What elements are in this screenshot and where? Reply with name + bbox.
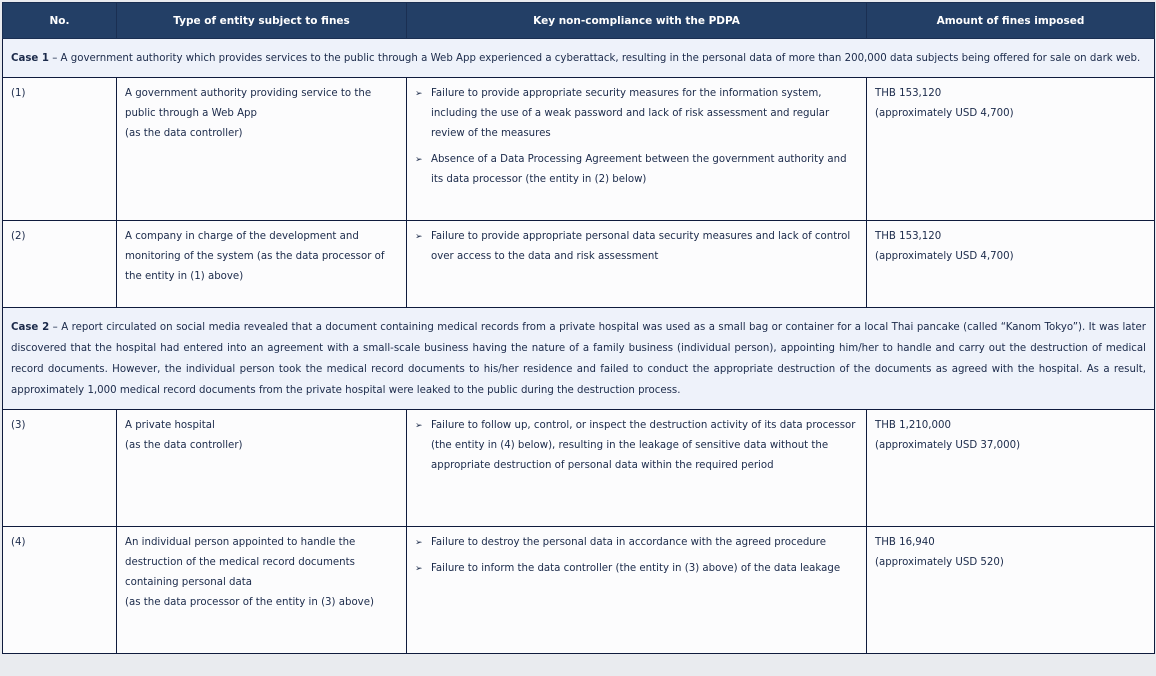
header-key-noncompliance: Key non-compliance with the PDPA bbox=[407, 3, 867, 39]
entity-cell bbox=[117, 78, 407, 221]
table-row bbox=[3, 78, 1155, 221]
noncompliance-cell bbox=[407, 221, 867, 308]
header-entity-type: Type of entity subject to fines bbox=[117, 3, 407, 39]
case-title: Case 1 bbox=[11, 53, 49, 64]
entity-text: A company in charge of the development and monitoring of the system (as the data processor of the entity in (1) above) bbox=[125, 231, 385, 282]
noncompliance-item: ➢ Failure to provide appropriate security measures for the information system, including the use of a weak password and lack of risk assessment and regular review of the measures bbox=[415, 84, 858, 144]
case-2-description bbox=[3, 308, 1155, 410]
entity-text: An individual person appointed to handle the destruction of the medical record documents containing personal data bbox=[125, 537, 356, 588]
fines-table-container bbox=[2, 2, 1154, 654]
fine-usd: (approximately USD 520) bbox=[875, 557, 1004, 568]
fine-thb: THB 153,120 bbox=[875, 231, 942, 242]
entity-role: (as the data processor of the entity in (3) above) bbox=[125, 597, 374, 608]
fine-thb: THB 16,940 bbox=[875, 537, 935, 548]
header-no: No. bbox=[3, 3, 117, 39]
case-text: – A government authority which provides services to the public through a Web App experienced a cyberattack, resulting in the personal data of more than 200,000 data subjects being offered for sale on dark web. bbox=[48, 53, 1141, 64]
fine-usd: (approximately USD 4,700) bbox=[875, 108, 1014, 119]
table-header-row bbox=[3, 3, 1155, 39]
noncompliance-item: ➢ Failure to inform the data controller (the entity in (3) above) of the data leakage bbox=[415, 559, 858, 579]
entity-cell bbox=[117, 527, 407, 654]
noncompliance-item: ➢ Failure to follow up, control, or inspect the destruction activity of its data processor (the entity in (4) below), resulting in the leakage of sensitive data without the appropriate destruction of personal data within the required period bbox=[415, 416, 858, 476]
row-number: (3) bbox=[3, 410, 117, 527]
header-fine-amount: Amount of fines imposed bbox=[867, 3, 1155, 39]
fine-thb: THB 153,120 bbox=[875, 88, 942, 99]
noncompliance-list bbox=[415, 533, 858, 579]
entity-text: A private hospital bbox=[125, 420, 215, 431]
pdpa-fines-table bbox=[2, 2, 1155, 654]
noncompliance-item: ➢ Failure to destroy the personal data in accordance with the agreed procedure bbox=[415, 533, 858, 553]
table-row bbox=[3, 410, 1155, 527]
fine-cell bbox=[867, 527, 1155, 654]
noncompliance-list bbox=[415, 84, 858, 190]
entity-cell bbox=[117, 410, 407, 527]
row-number: (1) bbox=[3, 78, 117, 221]
table-row bbox=[3, 221, 1155, 308]
noncompliance-cell bbox=[407, 527, 867, 654]
case-text: – A report circulated on social media revealed that a document containing medical records from a private hospital was used as a small bag or container for a local Thai pancake (called “Kanom Tokyo”). It was later discovered that the hospital had entered into an agreement with a small-scale business having the nature of a family business (individual person), appointing him/her to handle and carry out the destruction of medical record documents. However, the individual person took the medical record documents to his/her residence and failed to conduct the appropriate destruction of the documents as agreed with the hospital. As a result, approximately 1,000 medical record documents from the private hospital were leaked to the public during the destruction process. bbox=[11, 322, 1146, 396]
row-number: (4) bbox=[3, 527, 117, 654]
case-row bbox=[3, 39, 1155, 78]
noncompliance-item: ➢ Failure to provide appropriate personal data security measures and lack of control over access to the data and risk assessment bbox=[415, 227, 858, 267]
entity-cell bbox=[117, 221, 407, 308]
entity-role: (as the data controller) bbox=[125, 128, 243, 139]
fine-cell bbox=[867, 78, 1155, 221]
fine-cell bbox=[867, 221, 1155, 308]
case-row bbox=[3, 308, 1155, 410]
fine-cell bbox=[867, 410, 1155, 527]
fine-usd: (approximately USD 37,000) bbox=[875, 440, 1021, 451]
case-title: Case 2 bbox=[11, 322, 50, 333]
case-1-description bbox=[3, 39, 1155, 78]
noncompliance-cell bbox=[407, 410, 867, 527]
noncompliance-list bbox=[415, 227, 858, 267]
fine-usd: (approximately USD 4,700) bbox=[875, 251, 1014, 262]
row-number: (2) bbox=[3, 221, 117, 308]
table-row bbox=[3, 527, 1155, 654]
entity-text: A government authority providing service to the public through a Web App bbox=[125, 88, 372, 119]
noncompliance-item: ➢ Absence of a Data Processing Agreement between the government authority and its data processor (the entity in (2) below) bbox=[415, 150, 858, 190]
noncompliance-cell bbox=[407, 78, 867, 221]
fine-thb: THB 1,210,000 bbox=[875, 420, 951, 431]
entity-role: (as the data controller) bbox=[125, 440, 243, 451]
noncompliance-list bbox=[415, 416, 858, 476]
